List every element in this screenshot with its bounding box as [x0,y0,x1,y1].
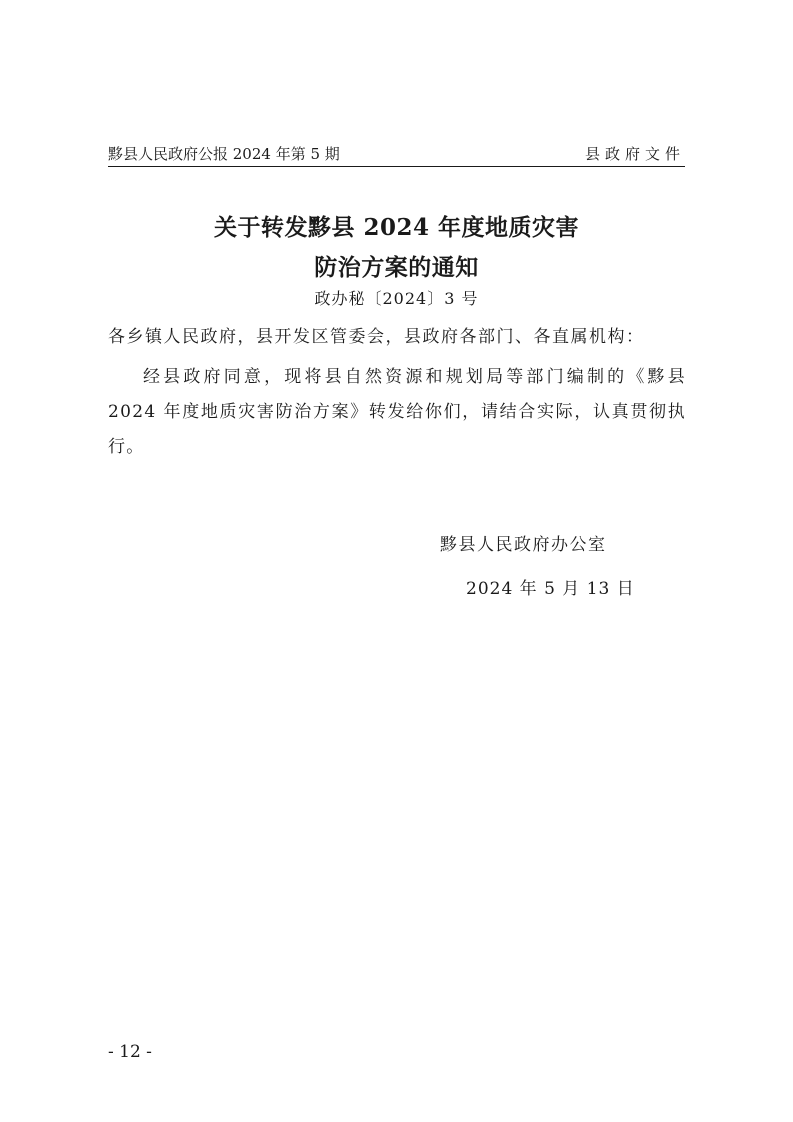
document-number: 政办秘〔2024〕3 号 [314,289,479,308]
document-title-line-2: 防治方案的通知 [314,254,479,281]
issue-date: 2024 年 5 月 13 日 [466,579,635,599]
header-divider [108,166,685,167]
running-header [108,141,685,167]
section-label: 县政府文件 [584,145,685,163]
gazette-issue-label: 黟县人民政府公报 2024 年第 5 期 [108,145,340,163]
document-title [108,208,685,288]
document-title-line-1: 关于转发黟县 2024 年度地质灾害 [213,214,580,241]
salutation: 各乡镇人民政府，县开发区管委会，县政府各部门、各直属机构： [108,327,645,347]
body-paragraph: 经县政府同意，现将县自然资源和规划局等部门编制的《黟县 2024 年度地质灾害防治方案》转发给你们，请结合实际，认真贯彻执行。 [108,367,686,457]
page-number: - 12 - [108,1042,152,1062]
issuing-office: 黟县人民政府办公室 [440,535,607,555]
